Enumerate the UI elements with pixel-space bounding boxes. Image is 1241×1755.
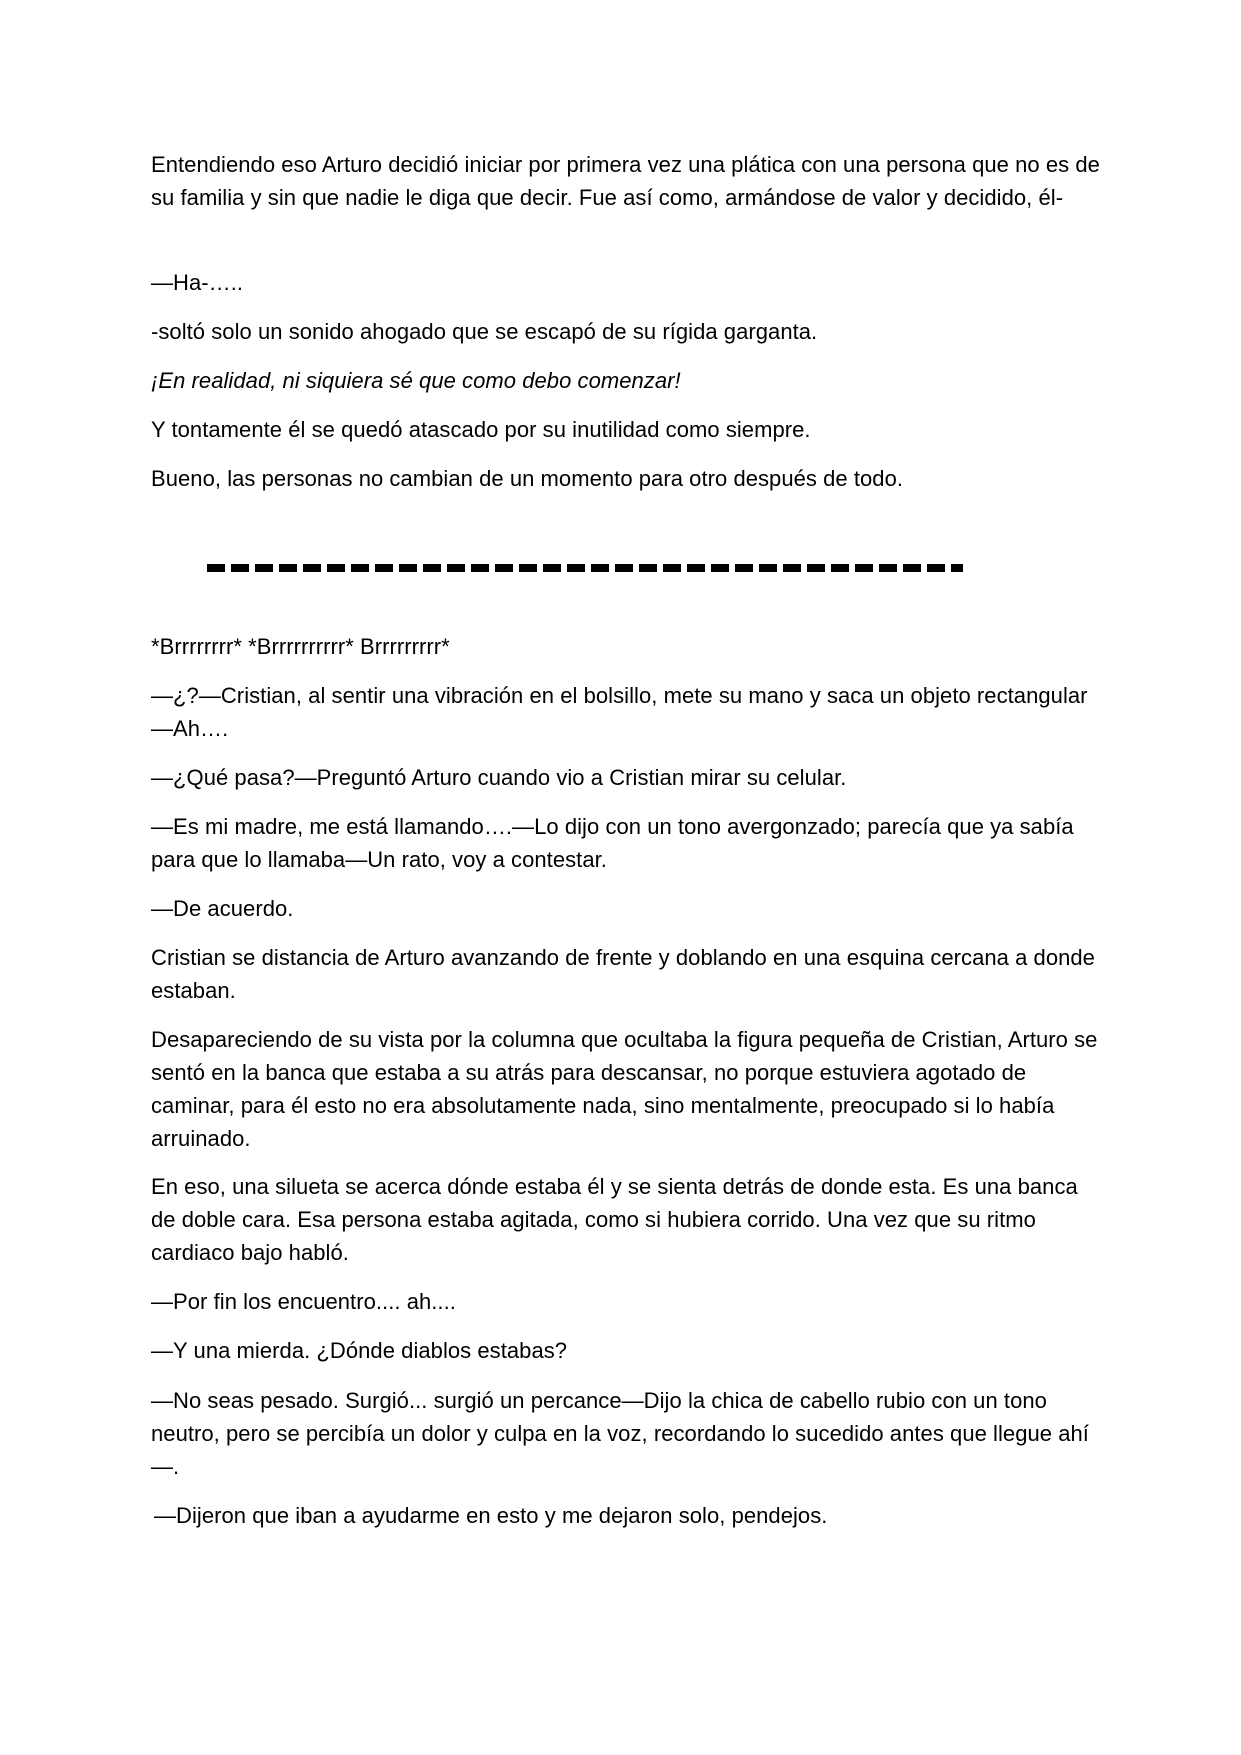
paragraph-2: —Ha-….. <box>151 270 244 295</box>
paragraph-15: —Por fin los encuentro.... ah.... <box>151 1289 456 1314</box>
paragraph-7: *Brrrrrrrr* *Brrrrrrrrrr* Brrrrrrrrr* <box>151 634 450 659</box>
paragraph-3: -soltó solo un sonido ahogado que se escapó de su rígida garganta. <box>151 319 818 344</box>
paragraph-16: —Y una mierda. ¿Dónde diablos estabas? <box>151 1338 568 1363</box>
paragraph-9: —¿Qué pasa?—Preguntó Arturo cuando vio a Cristian mirar su celular. <box>151 765 847 790</box>
paragraph-14: En eso, una silueta se acerca dónde estaba él y se sienta detrás de donde esta. Es una banca de doble cara. Esa persona estaba agitada, como si hubiera corrido. Una vez que su ritmo cardiaco bajo habló. <box>151 1174 1078 1265</box>
paragraph-13: Desapareciendo de su vista por la columna que ocultaba la figura pequeña de Cristian, Arturo se sentó en la banca que estaba a su atrás para descansar, no porque estuviera agotado de caminar, para él esto no era absolutamente nada, sino mentalmente, preocupado si lo había arruinado. <box>151 1027 1098 1151</box>
paragraph-18: —Dijeron que iban a ayudarme en esto y me dejaron solo, pendejos. <box>154 1503 828 1528</box>
paragraph-8: —¿?—Cristian, al sentir una vibración en el bolsillo, mete su mano y saca un objeto rectangular—Ah…. <box>151 683 1088 741</box>
paragraph-4-italic: ¡En realidad, ni siquiera sé que como debo comenzar! <box>151 368 681 393</box>
paragraph-6: Bueno, las personas no cambian de un momento para otro después de todo. <box>151 466 904 491</box>
paragraph-11: —De acuerdo. <box>151 896 294 921</box>
paragraph-12: Cristian se distancia de Arturo avanzando de frente y doblando en una esquina cercana a donde estaban. <box>151 945 1095 1003</box>
section-divider-line <box>207 564 963 572</box>
paragraph-5: Y tontamente él se quedó atascado por su inutilidad como siempre. <box>151 417 811 442</box>
section-divider <box>207 560 963 576</box>
paragraph-1: Entendiendo eso Arturo decidió iniciar por primera vez una plática con una persona que no es de su familia y sin que nadie le diga que decir. Fue así como, armándose de valor y decidido, él- <box>151 152 1100 210</box>
paragraph-17: —No seas pesado. Surgió... surgió un percance—Dijo la chica de cabello rubio con un tono neutro, pero se percibía un dolor y culpa en la voz, recordando lo sucedido antes que llegue ahí—. <box>151 1388 1089 1479</box>
paragraph-10: —Es mi madre, me está llamando….—Lo dijo con un tono avergonzado; parecía que ya sabía para que lo llamaba—Un rato, voy a contestar. <box>151 814 1074 872</box>
